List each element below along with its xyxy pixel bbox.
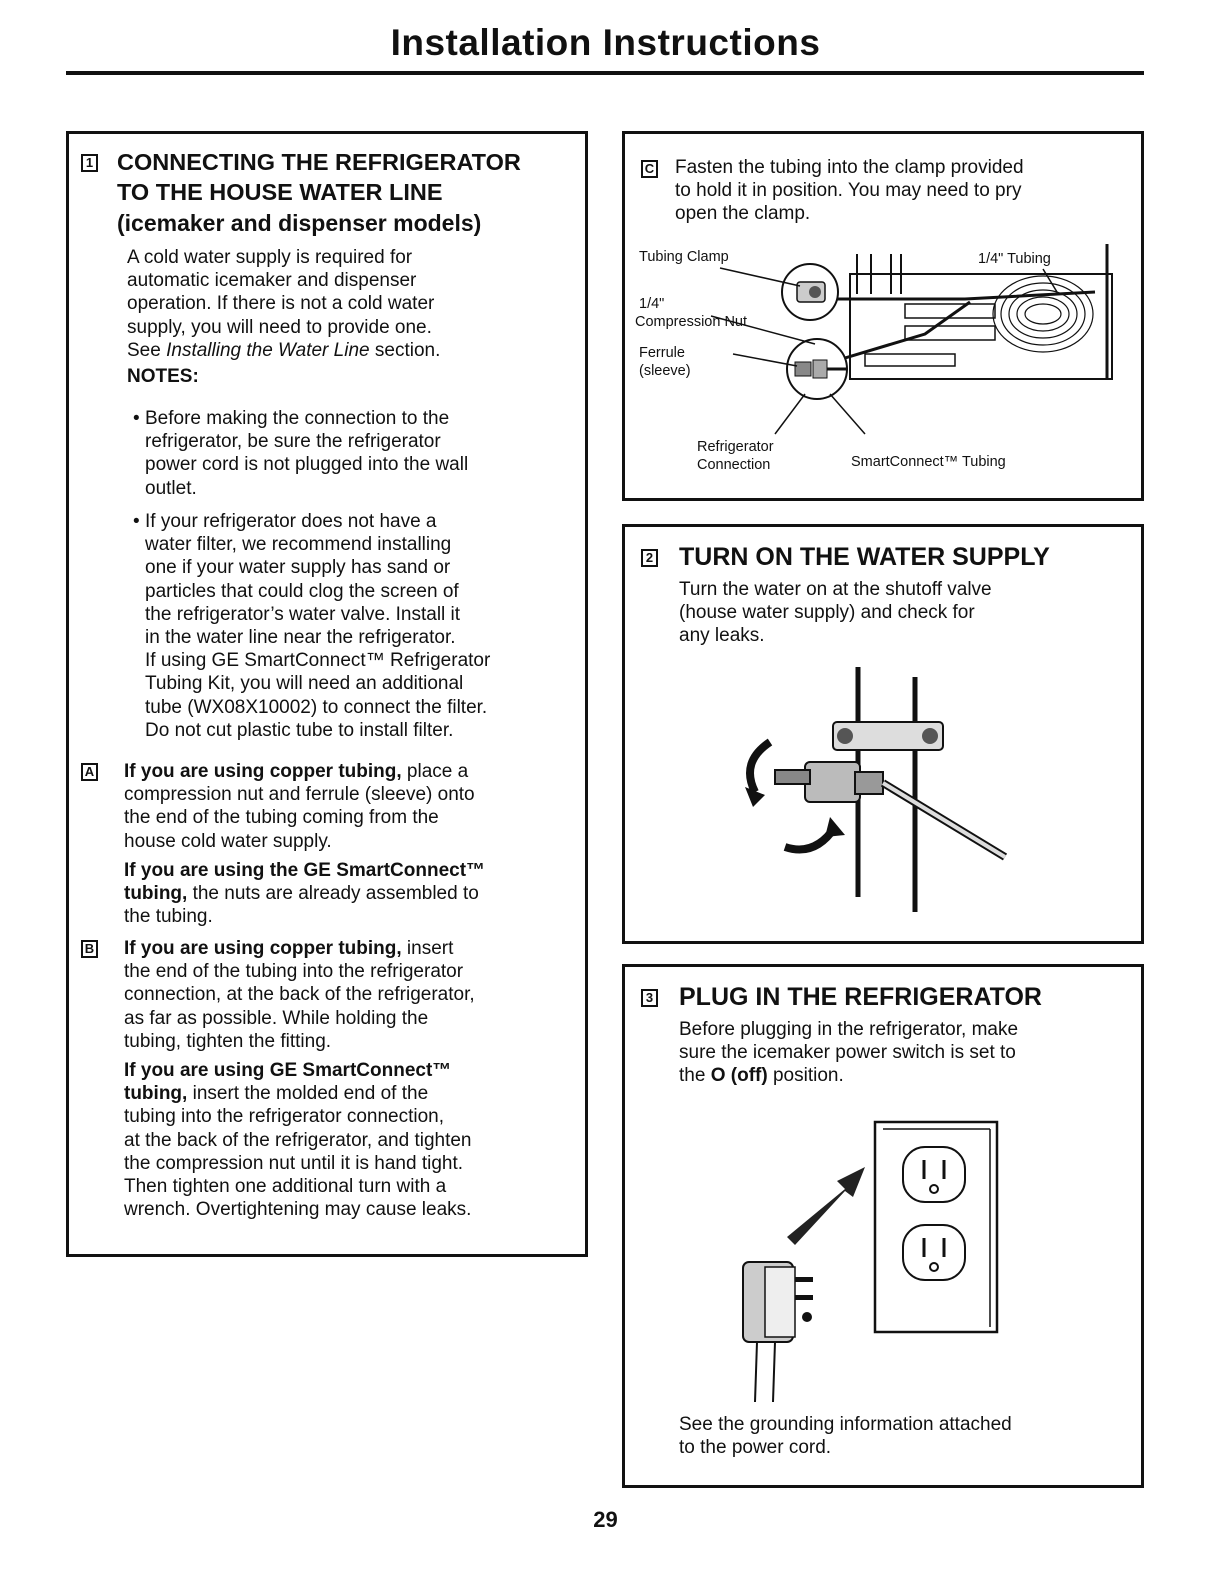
section-title: PLUG IN THE REFRIGERATOR <box>679 983 1042 1011</box>
step-b-text2-first: insert the molded end of the <box>187 1083 429 1105</box>
section-2-line: any leaks. <box>679 625 765 647</box>
smartconnect-lead-2: tubing, <box>124 1083 188 1105</box>
note-line: one if your water supply has sand or <box>145 557 451 579</box>
plug-in-arrow-icon <box>787 1167 865 1245</box>
step-b-line <box>124 937 579 960</box>
section-2-text <box>679 578 992 648</box>
section-plug-in-refrigerator <box>622 964 1144 1488</box>
step-c-line: open the clamp. <box>675 203 811 225</box>
note-line: in the water line near the refrigerator. <box>145 627 456 649</box>
intro-see-text: See <box>127 339 167 361</box>
turn-arrow-icon <box>750 742 770 792</box>
note-line: power cord is not plugged into the wall <box>145 454 469 476</box>
step-letter-badge: C <box>641 160 658 178</box>
power-outlet-diagram <box>725 1117 1025 1402</box>
shutoff-valve-diagram <box>715 667 1045 917</box>
step-b-line: at the back of the refrigerator, and tighten <box>124 1129 472 1151</box>
intro-line-see <box>127 339 440 362</box>
step-letter-badge: B <box>81 940 98 958</box>
note-line: water filter, we recommend installing <box>145 534 452 556</box>
label-quarter-tubing: 1/4" Tubing <box>978 251 1051 267</box>
step-a-text-first: place a <box>401 761 469 782</box>
step-a-line <box>124 882 574 905</box>
section-title-line1: CONNECTING THE REFRIGERATOR <box>117 149 521 175</box>
page-number: 29 <box>593 1507 618 1532</box>
smartconnect-lead-2: tubing, <box>124 883 188 905</box>
step-b-line <box>124 1082 579 1105</box>
step-b-line: the end of the tubing into the refrigerator <box>124 961 464 983</box>
intro-line: automatic icemaker and dispenser <box>127 270 417 292</box>
step-a-text2-first: the nuts are already assembled to <box>187 883 479 905</box>
section-turn-on-water <box>622 524 1144 944</box>
section-title: TURN ON THE WATER SUPPLY <box>679 543 1050 571</box>
step-b-text-first: insert <box>401 938 454 959</box>
section-3-line: sure the icemaker power switch is set to <box>679 1042 1016 1064</box>
valve-handle-icon <box>775 770 810 784</box>
step-b-text <box>124 937 579 1221</box>
intro-paragraph <box>127 246 440 362</box>
note-bullet-2 <box>133 510 575 742</box>
note-line: If your refrigerator does not have a <box>145 511 437 532</box>
installing-water-line-reference: Installing the Water Line <box>166 339 370 361</box>
label-tubing-clamp: Tubing Clamp <box>639 249 729 265</box>
notes-label: NOTES: <box>127 366 199 387</box>
section-3-text <box>679 1018 1018 1088</box>
smartconnect-lead: If you are using GE SmartConnect™ <box>124 1060 452 1082</box>
line3-post: position. <box>767 1065 844 1087</box>
label-compression-nut: Compression Nut <box>635 314 748 330</box>
step-number-badge: 1 <box>81 154 98 172</box>
step-c-line: Fasten the tubing into the clamp provided <box>675 157 1024 178</box>
label-compression-line1: 1/4" <box>639 296 665 312</box>
off-position-label: O (off) <box>710 1065 768 1087</box>
intro-end-text: section. <box>369 339 441 361</box>
note-line: outlet. <box>145 477 197 499</box>
note-line: the refrigerator’s water valve. Install it <box>145 603 461 625</box>
condenser-coil-icon <box>993 276 1093 352</box>
step-a-line: the end of the tubing coming from the <box>124 807 439 829</box>
step-b-line: Then tighten one additional turn with a <box>124 1176 447 1198</box>
step-number-badge: 3 <box>641 989 658 1007</box>
page-title: Installation Instructions <box>390 22 821 63</box>
step-a-line: the tubing. <box>124 906 213 928</box>
bullet-dot: • <box>133 511 140 532</box>
section-3-line: Before plugging in the refrigerator, make <box>679 1019 1019 1040</box>
line3-pre: the <box>679 1065 711 1087</box>
step-b-line: as far as possible. While holding the <box>124 1007 429 1029</box>
section-title-line2: TO THE HOUSE WATER LINE <box>117 179 443 205</box>
step-letter-badge: A <box>81 763 98 781</box>
step-a-line <box>124 760 574 783</box>
note-line: If using GE SmartConnect™ Refrigerator <box>145 650 491 672</box>
intro-line: A cold water supply is required for <box>127 247 413 268</box>
section-3-line <box>679 1064 1018 1087</box>
section-3-footer-line: to the power cord. <box>679 1437 832 1459</box>
section-fasten-tubing-clamp <box>622 131 1144 501</box>
section-connecting-water-line <box>66 131 588 1257</box>
step-a-line: house cold water supply. <box>124 830 332 852</box>
label-refrigerator-connection-line1: Refrigerator <box>697 439 774 455</box>
step-number-badge: 2 <box>641 549 658 567</box>
step-c-line: to hold it in position. You may need to pry <box>675 180 1022 202</box>
section-2-line: (house water supply) and check for <box>679 602 975 624</box>
label-smartconnect-tubing: SmartConnect™ Tubing <box>851 454 1006 470</box>
step-c-text <box>675 156 1024 226</box>
power-cord <box>755 1342 775 1402</box>
section-3-footer-line: See the grounding information attached <box>679 1414 1012 1435</box>
note-line: tube (WX08X10002) to connect the filter. <box>145 696 488 718</box>
section-subtitle: (icemaker and dispenser models) <box>117 210 482 236</box>
step-b-line: tubing into the refrigerator connection, <box>124 1106 445 1128</box>
step-b-line: tubing, tighten the fitting. <box>124 1030 332 1052</box>
note-bullet-1 <box>133 407 575 500</box>
note-line: Tubing Kit, you will need an additional <box>145 673 464 695</box>
shutoff-valve-icon <box>805 762 860 802</box>
step-b-line: connection, at the back of the refrigerator, <box>124 984 475 1006</box>
note-line: Before making the connection to the <box>145 408 450 429</box>
step-a-line: compression nut and ferrule (sleeve) onto <box>124 784 475 806</box>
copper-tubing-lead: If you are using copper tubing, <box>124 938 402 959</box>
step-b-line: the compression nut until it is hand tight. <box>124 1152 464 1174</box>
bullet-dot: • <box>133 408 140 429</box>
label-ferrule: Ferrule <box>639 345 685 361</box>
label-refrigerator-connection-line2: Connection <box>697 457 771 473</box>
copper-tubing-lead: If you are using copper tubing, <box>124 761 402 782</box>
section-3-footer-text <box>679 1413 1012 1459</box>
step-b-line: wrench. Overtightening may cause leaks. <box>124 1199 472 1221</box>
title-rule <box>66 71 1144 75</box>
smartconnect-lead: If you are using the GE SmartConnect™ <box>124 859 486 881</box>
intro-line: supply, you will need to provide one. <box>127 316 432 338</box>
section-2-line: Turn the water on at the shutoff valve <box>679 579 992 600</box>
note-line: particles that could clog the screen of <box>145 580 459 602</box>
intro-line: operation. If there is not a cold water <box>127 293 435 315</box>
step-a-text <box>124 760 574 928</box>
note-line: Do not cut plastic tube to install filter. <box>145 719 454 741</box>
label-sleeve: (sleeve) <box>639 363 691 379</box>
note-line: refrigerator, be sure the refrigerator <box>145 431 441 453</box>
